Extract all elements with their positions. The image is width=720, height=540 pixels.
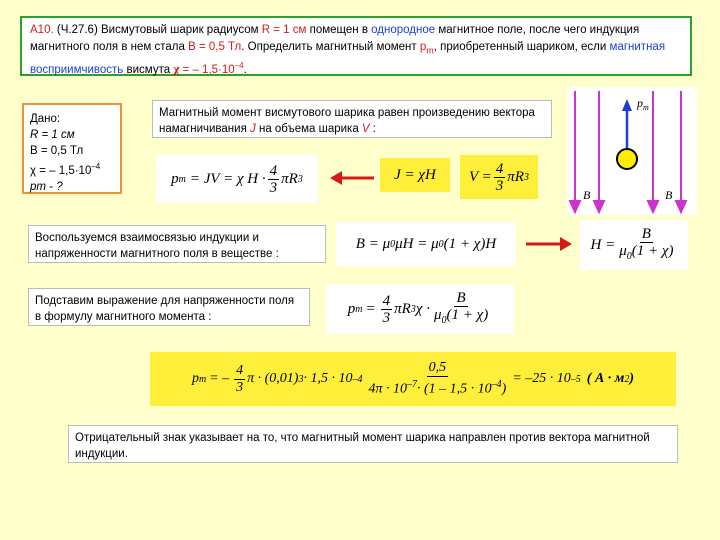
problem-text-6: висмута	[126, 64, 171, 77]
chi-value: = – $1,5\cdot 10^{-4}$	[182, 61, 244, 77]
explanation-moment: Магнитный момент висмутового шарика равен произведению вектора намагничивания J на объема шарика V :	[152, 100, 552, 138]
given-unknown: pm - ?	[30, 180, 63, 193]
given-box	[22, 103, 122, 194]
problem-text-4: . Определить магнитный момент	[241, 40, 417, 53]
problem-text-3: магнитное поле, после чего индукция магнитного поля в нем стала	[30, 24, 640, 53]
induction-value: B = 0,5 Тл	[188, 40, 242, 53]
b-label-right: B	[665, 188, 673, 202]
formula-final: p m = – $\frac{4}{3}$ π · (0,01) 3 · 1,5 · 10 –4 $\frac{0,5}{4\pi \cdot 10^{-7}\cdot (1 - 1,5 \cdot 10^{-4})}$ = –25 · 10 –5 ( А · м 2 )	[150, 352, 676, 406]
formula-volume: V = $\frac{4}{3}$ πR 3	[460, 155, 538, 199]
radius-value: R = 1 см	[261, 24, 307, 36]
susceptibility-term: магнитная восприимчивость	[30, 40, 666, 77]
explanation-relation: Воспользуемся взаимосвязью индукции и напряженности магнитного поля в веществе :	[28, 225, 326, 263]
formula-substituted: p m = $\frac{4}{3}$ πR 3 χ · $\frac{B}{\mu_0(1 + \chi)}$	[326, 284, 514, 334]
field-diagram	[567, 87, 697, 215]
bismuth-ball	[617, 149, 637, 169]
problem-text-2: помещен в	[309, 24, 368, 36]
formula-induction: B = μ 0 μH = μ 0 (1 + χ)H	[336, 222, 516, 266]
problem-id: A10.	[30, 24, 54, 36]
formula-magnetization: J = χH	[380, 158, 450, 192]
formula-moment: p m = JV = χ H · $\frac{4}{3}$ πR 3	[156, 155, 318, 203]
problem-text-5: , приобретенный шариком, если	[433, 40, 607, 53]
formula-intensity: H = $\frac{B}{\mu_0(1 + \chi)}$	[580, 220, 688, 270]
homogeneous-term: однородное	[371, 24, 436, 36]
problem-text-1: Висмутовый шарик радиусом	[100, 24, 259, 36]
b-label-left: B	[583, 188, 591, 202]
given-induction: B = 0,5 Тл	[30, 145, 84, 157]
given-radius: R = 1 см	[30, 129, 75, 141]
problem-statement: A10. (Ч.27.6) Висмутовый шарик радиусом R = 1 см помещен в однородное магнитное поле, после чего индукция магнитного поля в нем стала B = 0,5 Тл. Определить магнитный момент $p_m$, приобретенный шариком, если магнитная восприимчивость висмута χ = – $1,5\cdot 10^{-4}$.	[20, 16, 692, 76]
arrow-right-icon	[524, 234, 574, 254]
magnetization-symbol: J	[250, 123, 256, 135]
explanation-substitution: Подставим выражение для напряженности поля в формулу магнитного момента :	[28, 288, 310, 326]
given-chi: χ = – $1,5\cdot 10^{-4}$	[30, 162, 101, 177]
conclusion: Отрицательный знак указывает на то, что магнитный момент шарика направлен против вектора магнитной индукции.	[68, 425, 678, 463]
arrow-left-icon	[328, 168, 376, 188]
pm-label: $p_m$	[637, 96, 649, 112]
problem-source: (Ч.27.6)	[56, 24, 98, 36]
given-title: Дано:	[30, 113, 61, 125]
magnetic-moment-symbol: $p_m$	[419, 40, 434, 55]
volume-symbol: V	[361, 123, 370, 135]
chi-symbol: χ	[173, 61, 180, 77]
